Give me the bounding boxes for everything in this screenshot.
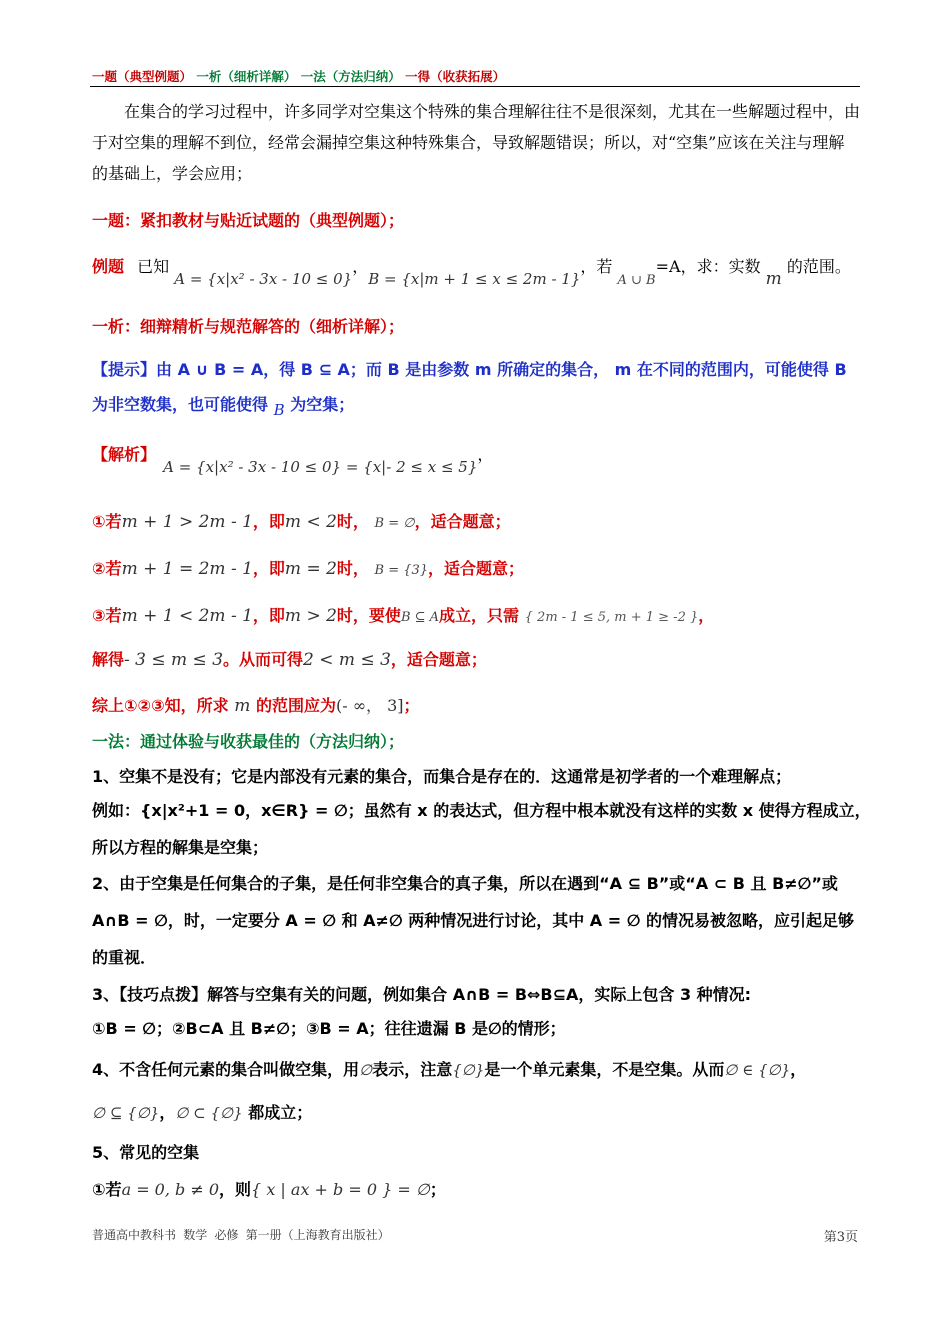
case-3-condition: m + 1 < 2m - 1: [121, 606, 253, 626]
case-3-end: ，: [698, 606, 715, 625]
example-comma: ，: [352, 257, 369, 276]
case-3-set: B ⊆ A: [400, 610, 440, 625]
point-4-relation-2: ∅ ⊆ {∅}: [92, 1104, 160, 1122]
point-2-line-2: A∩B = ∅，时，一定要分 A = ∅ 和 A≠∅ 两种情况进行讨论，其中 A = ∅ 的情况易被忽略，应引起足够: [92, 911, 855, 930]
footer-page-number: 第3页: [823, 1230, 858, 1245]
intro-paragraph: 在集合的学习过程中，许多同学对空集这个特殊的集合理解往往不是很深刻，尤其在一些解题过程中，由于对空集的理解不到位，经常会漏掉空集这种特殊集合，导致解题错误；所以，对“空集”应该在关注与理解的基础上，学会应用；: [92, 102, 861, 183]
case-2-when: 时，: [336, 559, 369, 578]
point-1: 1、空集不是没有；它是内部没有元素的集合，而集合是存在的．这通常是初学者的一个难理解点；: [92, 767, 792, 786]
header-part-4: 一得（收获拓展）: [405, 69, 506, 84]
case-2-lead: ②若: [92, 559, 122, 578]
hint-line-2: [92, 392, 355, 419]
point-1-conclusion: 所以方程的解集是空集；: [92, 838, 269, 857]
hint-label: 【提示】: [92, 360, 157, 379]
point-3-line-2: ①B = ∅；②B⊂A 且 B≠∅；③B = A；往往遗漏 B 是∅的情形；: [92, 1019, 566, 1038]
case-2-end: ，适合题意；: [428, 559, 525, 578]
solution-trail: ，: [477, 445, 494, 464]
point-5-mid: ，则: [219, 1180, 252, 1199]
point-4-text-1: 4、不含任何元素的集合叫做空集，用: [92, 1060, 360, 1079]
case-2-mid: ，即: [252, 559, 285, 578]
point-2-line-1: 2、由于空集是任何集合的子集，是任何非空集合的真子集，所以在遇到“A ⊆ B”或“A ⊂ B 且 B≠∅”或: [92, 874, 838, 893]
summary-var: m: [234, 696, 251, 716]
solve-line: [92, 647, 487, 670]
case-3-mid: ，即: [252, 606, 285, 625]
summary-lead: 综上①②③知，所求: [92, 696, 229, 715]
example-set-a: A = {x|x² - 3x - 10 ≤ 0}: [174, 270, 353, 288]
point-4-text-4: ，: [790, 1060, 807, 1079]
point-5-lead: ①若: [92, 1180, 122, 1199]
example-set-b: B = {x|m + 1 ≤ x ≤ 2m - 1}: [368, 270, 581, 288]
case-2-result: m = 2: [284, 559, 337, 579]
point-5-item-1: [92, 1177, 446, 1200]
solve-lead: 解得: [92, 650, 125, 669]
point-4-line-1: [92, 1057, 806, 1080]
example-text-2: ，若: [580, 257, 613, 276]
case-3-when: 时，要使: [336, 606, 401, 625]
summary-end: ；: [403, 696, 420, 715]
example-text-4: 的范围。: [786, 257, 851, 276]
case-1-result: m < 2: [284, 512, 337, 532]
section-detailed-analysis: 一析：细辩精析与规范解答的（细析详解）；: [92, 317, 405, 336]
case-1-line: [92, 509, 511, 532]
point-3-line-1: 3、【技巧点拨】解答与空集有关的问题，例如集合 A∩B = B⇔B⊆A，实际上包含 3 种情况:: [92, 985, 752, 1004]
point-4-separator: ，: [159, 1103, 176, 1122]
point-4-end: 都成立；: [248, 1103, 313, 1122]
point-5-set: { x | ax + b = 0 } = ∅: [251, 1180, 430, 1199]
footer-book-title: 普通高中教科书 数学 必修 第一册（上海教育出版社）: [92, 1228, 390, 1242]
hint-text-2a: 为非空数集，也可能使得: [92, 395, 269, 414]
case-1-condition: m + 1 > 2m - 1: [121, 512, 253, 532]
case-2-line: [92, 556, 524, 579]
section-method-summary: 一法：通过体验与收获最佳的（方法归纳）；: [92, 732, 405, 751]
case-3-system: { 2m - 1 ≤ 5, m + 1 ≥ -2 }: [524, 610, 699, 625]
header-part-1: 一题（典型例题）: [92, 69, 193, 84]
example-text-1: 已知: [137, 257, 170, 276]
solution-label: 【解析】: [92, 445, 157, 464]
summary-mid: 的范围应为: [255, 696, 336, 715]
section-typical-example: 一题：紧扣教材与贴近试题的（典型例题）；: [92, 211, 405, 230]
solve-range-2: 2 < m ≤ 3: [303, 650, 391, 670]
point-4-text-2: 表示，注意: [372, 1060, 453, 1079]
case-1-end: ，适合题意；: [414, 512, 511, 531]
header-part-2: 一析（细析详解）: [196, 69, 297, 84]
point-4-set: {∅}: [452, 1061, 485, 1079]
solution-equation: A = {x|x² - 3x - 10 ≤ 0} = {x|- 2 ≤ x ≤ 5}: [163, 458, 478, 476]
hint-line-1: [92, 357, 847, 380]
point-2-line-3: 的重视．: [92, 948, 157, 967]
case-2-condition: m + 1 = 2m - 1: [121, 559, 253, 579]
page-header: [92, 67, 505, 85]
point-4-text-3: 是一个单元素集，不是空集。从而: [484, 1060, 725, 1079]
point-4-line-2: [92, 1100, 312, 1123]
point-1-example: 例如：{x|x²+1 = 0，x∈R} = ∅；虽然有 x 的表达式，但方程中根本就没有这样的实数 x 使得方程成立，: [92, 801, 871, 820]
example-var-m: m: [765, 269, 782, 289]
case-3-lead: ③若: [92, 606, 122, 625]
case-1-lead: ①若: [92, 512, 122, 531]
point-5-condition: a = 0, b ≠ 0: [121, 1180, 220, 1199]
case-1-when: 时，: [336, 512, 369, 531]
point-5-title: 5、常见的空集: [92, 1143, 200, 1162]
example-label: 例题: [92, 257, 125, 276]
case-1-mid: ，即: [252, 512, 285, 531]
case-1-set: B = ∅: [374, 516, 415, 531]
case-3-line: [92, 603, 714, 626]
example-union: A ∪ B: [617, 273, 656, 288]
header-rule: [90, 86, 860, 87]
hint-text-2c: 为空集；: [290, 395, 355, 414]
header-part-3: 一法（方法归纳）: [300, 69, 401, 84]
hint-var-b: B: [273, 401, 285, 419]
summary-range: (- ∞， 3]: [335, 696, 404, 715]
point-4-symbol: ∅: [359, 1061, 373, 1079]
solve-mid: 。从而可得: [223, 650, 304, 669]
solution-line: [92, 442, 494, 476]
point-5-end: ；: [429, 1180, 446, 1199]
point-4-relation: ∅ ∈ {∅}: [724, 1061, 791, 1079]
case-3-result: m > 2: [284, 606, 337, 626]
case-2-set: B = {3}: [374, 563, 429, 578]
point-4-relation-3: ∅ ⊂ {∅}: [175, 1104, 243, 1122]
hint-text-1: 由 A ∪ B = A，得 B ⊆ A；而 B 是由参数 m 所确定的集合， m 在不同的范围内，可能使得 B: [156, 360, 847, 379]
summary-line: [92, 693, 420, 716]
solve-end: ，适合题意；: [390, 650, 487, 669]
example-text-3: =A，求：实数: [655, 257, 761, 276]
case-3-mid2: 成立，只需: [439, 606, 520, 625]
solve-range-1: - 3 ≤ m ≤ 3: [124, 650, 224, 670]
